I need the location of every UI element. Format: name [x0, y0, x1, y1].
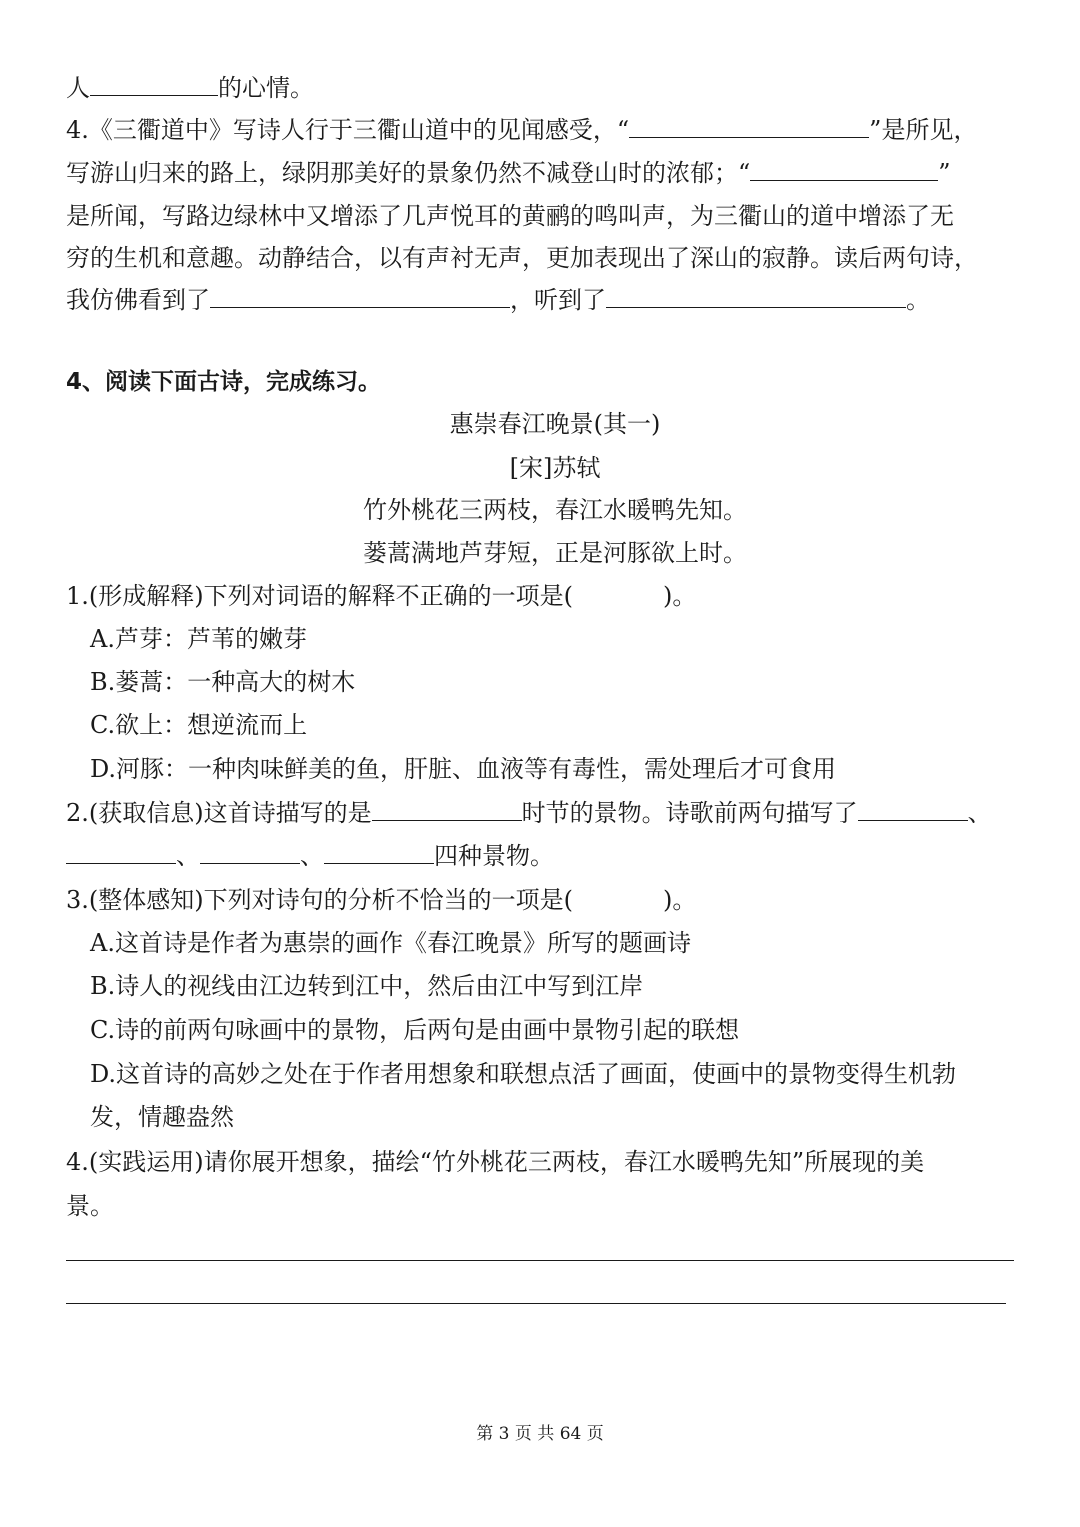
q2-line2: 、 、 四种景物。: [66, 840, 554, 872]
answer-line[interactable]: [66, 1260, 1014, 1261]
poem-line-2: 蒌蒿满地芦芽短，正是河豚欲上时。: [363, 539, 747, 567]
page-number: 第 3 页 共 64 页: [476, 1424, 604, 1444]
q3-option-d-cont: 发，情趣盎然: [90, 1103, 234, 1131]
answer-blank[interactable]: [629, 115, 869, 138]
prev-q4-line4: 穷的生机和意趣。动静结合，以有声衬无声，更加表现出了深山的寂静。读后两句诗，: [66, 244, 978, 272]
answer-blank[interactable]: [200, 841, 300, 864]
q3-option-d: D.这首诗的高妙之处在于作者用想象和联想点活了画面，使画中的景物变得生机勃: [90, 1060, 957, 1088]
answer-blank[interactable]: [66, 841, 176, 864]
q1-option-d: D.河豚：一种肉味鲜美的鱼，肝脏、血液等有毒性，需处理后才可食用: [90, 755, 837, 783]
q3-stem: 3.(整体感知)下列对诗句的分析不恰当的一项是( )。: [66, 886, 697, 914]
answer-blank[interactable]: [606, 285, 906, 308]
section-heading: 4、阅读下面古诗，完成练习。: [66, 369, 382, 395]
q1-option-c: C.欲上：想逆流而上: [90, 711, 308, 739]
q1-option-a: A.芦芽：芦苇的嫩芽: [90, 625, 307, 653]
answer-line[interactable]: [66, 1303, 1006, 1304]
poem-line-1: 竹外桃花三两枝，春江水暖鸭先知。: [363, 496, 747, 524]
prev-q4-line3: 是所闻，写路边绿林中又增添了几声悦耳的黄鹂的鸣叫声，为三衢山的道中增添了无: [66, 202, 954, 230]
poem-title: 惠崇春江晚景(其一): [449, 410, 661, 438]
q1-stem: 1.(形成解释)下列对词语的解释不正确的一项是( )。: [66, 582, 697, 610]
q4-line2: 景。: [66, 1192, 114, 1220]
prev-q4-line1: 4.《三衢道中》写诗人行于三衢山道中的见闻感受，“ ”是所见，: [66, 116, 978, 144]
q1-option-b: B.蒌蒿：一种高大的树木: [90, 668, 356, 696]
q2-line1: 2.(获取信息)这首诗描写的是 时节的景物。诗歌前两句描写了 、: [66, 799, 992, 827]
q3-option-c: C.诗的前两句咏画中的景物，后两句是由画中景物引起的联想: [90, 1016, 740, 1044]
prev-q4-line5: 我仿佛看到了 ，听到了 。: [66, 286, 930, 314]
q4-line1: 4.(实践运用)请你展开想象，描绘“竹外桃花三两枝，春江水暖鸭先知”所展现的美: [66, 1148, 925, 1176]
answer-blank[interactable]: [750, 158, 938, 181]
answer-blank[interactable]: [324, 841, 434, 864]
poem-author: [宋]苏轼: [509, 454, 601, 482]
q3-option-b: B.诗人的视线由江边转到江中，然后由江中写到江岸: [90, 972, 644, 1000]
answer-blank[interactable]: [858, 798, 968, 821]
answer-blank[interactable]: [90, 73, 218, 96]
prev-q3-tail: 人 的心情。: [66, 74, 314, 102]
answer-blank[interactable]: [210, 285, 510, 308]
prev-q4-line2: 写游山归来的路上，绿阴那美好的景象仍然不减登山时的浓郁；“ ”: [66, 159, 951, 187]
q3-option-a: A.这首诗是作者为惠崇的画作《春江晚景》所写的题画诗: [90, 929, 691, 957]
answer-blank[interactable]: [372, 798, 522, 821]
